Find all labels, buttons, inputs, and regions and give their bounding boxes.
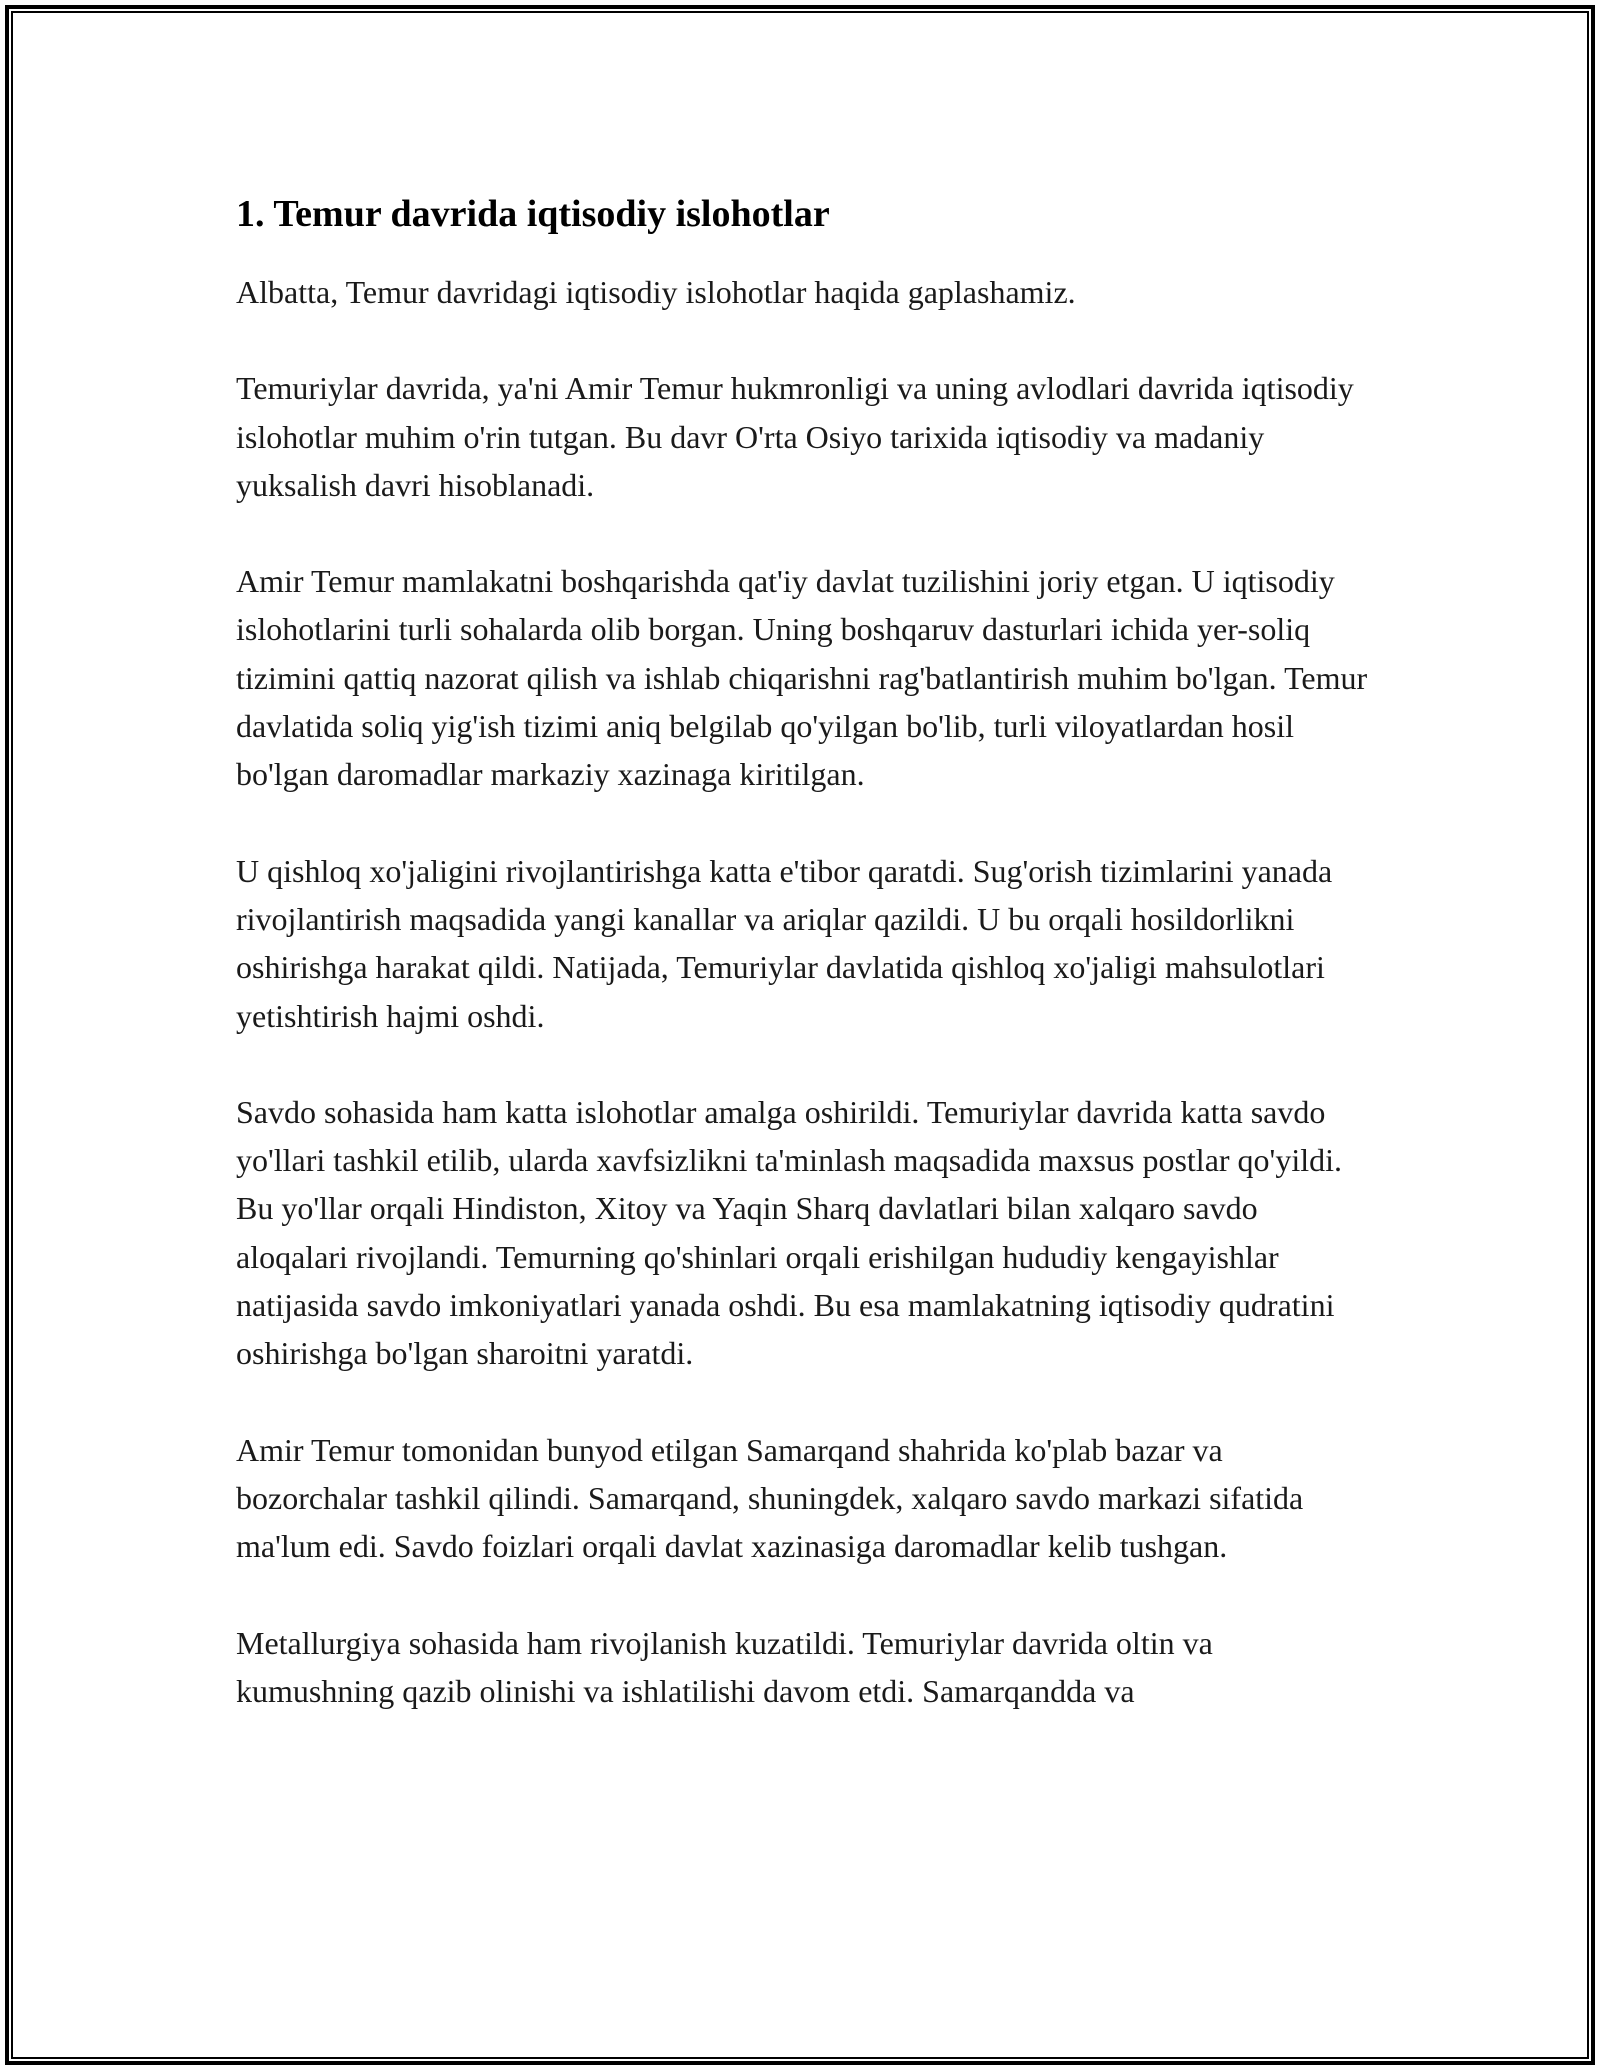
paragraph-trade: Savdo sohasida ham katta islohotlar amalga oshirildi. Temuriylar davrida katta savdo yo'llari tashkil etilib, ularda xavfsizlikni ta'minlash maqsadida maxsus postlar qo'yildi. Bu yo'llar orqali Hindiston, Xitoy va Yaqin Sharq davlatlari bilan xalqaro savdo aloqalari rivojlandi. Temurning qo'shinlari orqali erishilgan hududiy kengayishlar natijasida savdo imkoniyatlari yanada oshdi. Bu esa mamlakatning iqtisodiy qudratini oshirishga bo'lgan sharoitni yaratdi. [236,1093,1342,1372]
paragraph-metallurgy: Metallurgiya sohasida ham rivojlanish kuzatildi. Temuriylar davrida oltin va kumushning qazib olinishi va ishlatilishi davom etdi. Samarqandda va [236,1624,1213,1709]
section-heading: 1. Temur davrida iqtisodiy islohotlar [236,193,830,235]
paragraph-state-structure: Amir Temur mamlakatni boshqarishda qat'iy davlat tuzilishini joriy etgan. U iqtisodiy islohotlarini turli sohalarda olib borgan. Uning boshqaruv dasturlari ichida yer-soliq tizimini qattiq nazorat qilish va ishlab chiqarishni rag'batlantirish muhim bo'lgan. Temur davlatida soliq yig'ish tizimi aniq belgilab qo'yilgan bo'lib, turli viloyatlardan hosil bo'lgan daromadlar markaziy xazinaga kiritilgan. [236,563,1368,793]
paragraph-samarkand: Amir Temur tomonidan bunyod etilgan Samarqand shahrida ko'plab bazar va bozorchalar tashkil qilindi. Samarqand, shuningdek, xalqaro savdo markazi sifatida ma'lum edi. Savdo foizlari orqali davlat xazinasiga daromadlar kelib tushgan. [236,1431,1304,1565]
paragraph-temurid-era: Temuriylar davrida, ya'ni Amir Temur hukmronligi va uning avlodlari davrida iqtisodiy islohotlar muhim o'rin tutgan. Bu davr O'rta Osiyo tarixida iqtisodiy va madaniy yuksalish davri hisoblanadi. [236,370,1354,503]
document-body [236,186,1372,1715]
paragraph-intro: Albatta, Temur davridagi iqtisodiy islohotlar haqida gaplashamiz. [236,274,1076,310]
paragraph-agriculture: U qishloq xo'jaligini rivojlantirishga katta e'tibor qaratdi. Sug'orish tizimlarini yanada rivojlantirish maqsadida yangi kanallar va ariqlar qazildi. U bu orqali hosildorlikni oshirishga harakat qildi. Natijada, Temuriylar davlatida qishloq xo'jaligi mahsulotlari yetishtirish hajmi oshdi. [236,852,1333,1034]
